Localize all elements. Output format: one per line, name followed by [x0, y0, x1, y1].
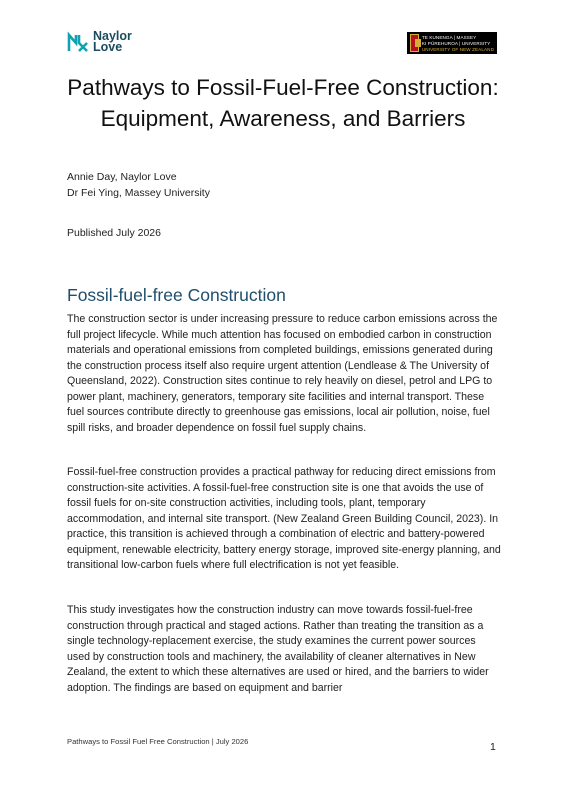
body-paragraph: The construction sector is under increasing pressure to reduce carbon emissions across the full project lifecycle. While much attention has focused on embodied carbon in construction materials and operational emissions from completed buildings, emissions generated during the construction process itself also require urgent attention (Lendlease & The University of Queensland, 2022). Construction sites continue to rely heavily on diesel, petrol and LPG to power plant, machinery, generators, temporary site facilities and internal transport. These fuel sources contribute directly to greenhouse gas emissions, local air pollution, noise, fuel spill risks, and broader dependence on fossil fuel supply chains. [67, 313, 498, 434]
massey-university-logo [407, 32, 497, 54]
massey-crest-icon [410, 34, 419, 52]
author-line: Dr Fei Ying, Massey University [67, 186, 210, 199]
page-footer: Pathways to Fossil Fuel Free Construction | July 2026 [67, 737, 249, 746]
massey-wordmark: TE KUNENGA | MASSEY KI PŪREHUROA | UNIVERSITY UNIVERSITY OF NEW ZEALAND [421, 34, 494, 52]
section-heading: Fossil-fuel-free Construction [67, 285, 286, 305]
body-paragraph: This study investigates how the construction industry can move towards fossil-fuel-free construction through practical and staged actions. Rather than treating the transition as a single technology-replacement exercise, the study examines the current power sources used by construction tools and machinery, the availability of cleaner alternatives in New Zealand, the extent to which these alternatives are used or hired, and the barriers to wider adoption. The findings are based on equipment and barrier [67, 604, 489, 694]
body-paragraph: Fossil-fuel-free construction provides a practical pathway for reducing direct emissions from construction-site activities. A fossil-fuel-free construction site is one that avoids the use of fossil fuels for on-site construction activities, including tools, plant, temporary accommodation, and internal site transport. (New Zealand Green Building Council, 2023). In practice, this transition is achieved through a combination of electric and battery-powered equipment, renewable electricity, battery energy storage, improved site-energy planning, and transitional low-carbon fuels where full electrification is not yet feasible. [67, 466, 501, 571]
publication-date: Published July 2026 [67, 227, 161, 239]
authors [67, 170, 210, 201]
naylor-love-mark-icon [67, 31, 89, 53]
naylor-love-logo [67, 31, 132, 53]
naylor-love-wordmark: Naylor Love [93, 29, 132, 54]
document-title: Pathways to Fossil-Fuel-Free Construction: Equipment, Awareness, and Barriers [67, 75, 499, 131]
page-number: 1 [490, 741, 496, 753]
author-line: Annie Day, Naylor Love [67, 171, 177, 183]
